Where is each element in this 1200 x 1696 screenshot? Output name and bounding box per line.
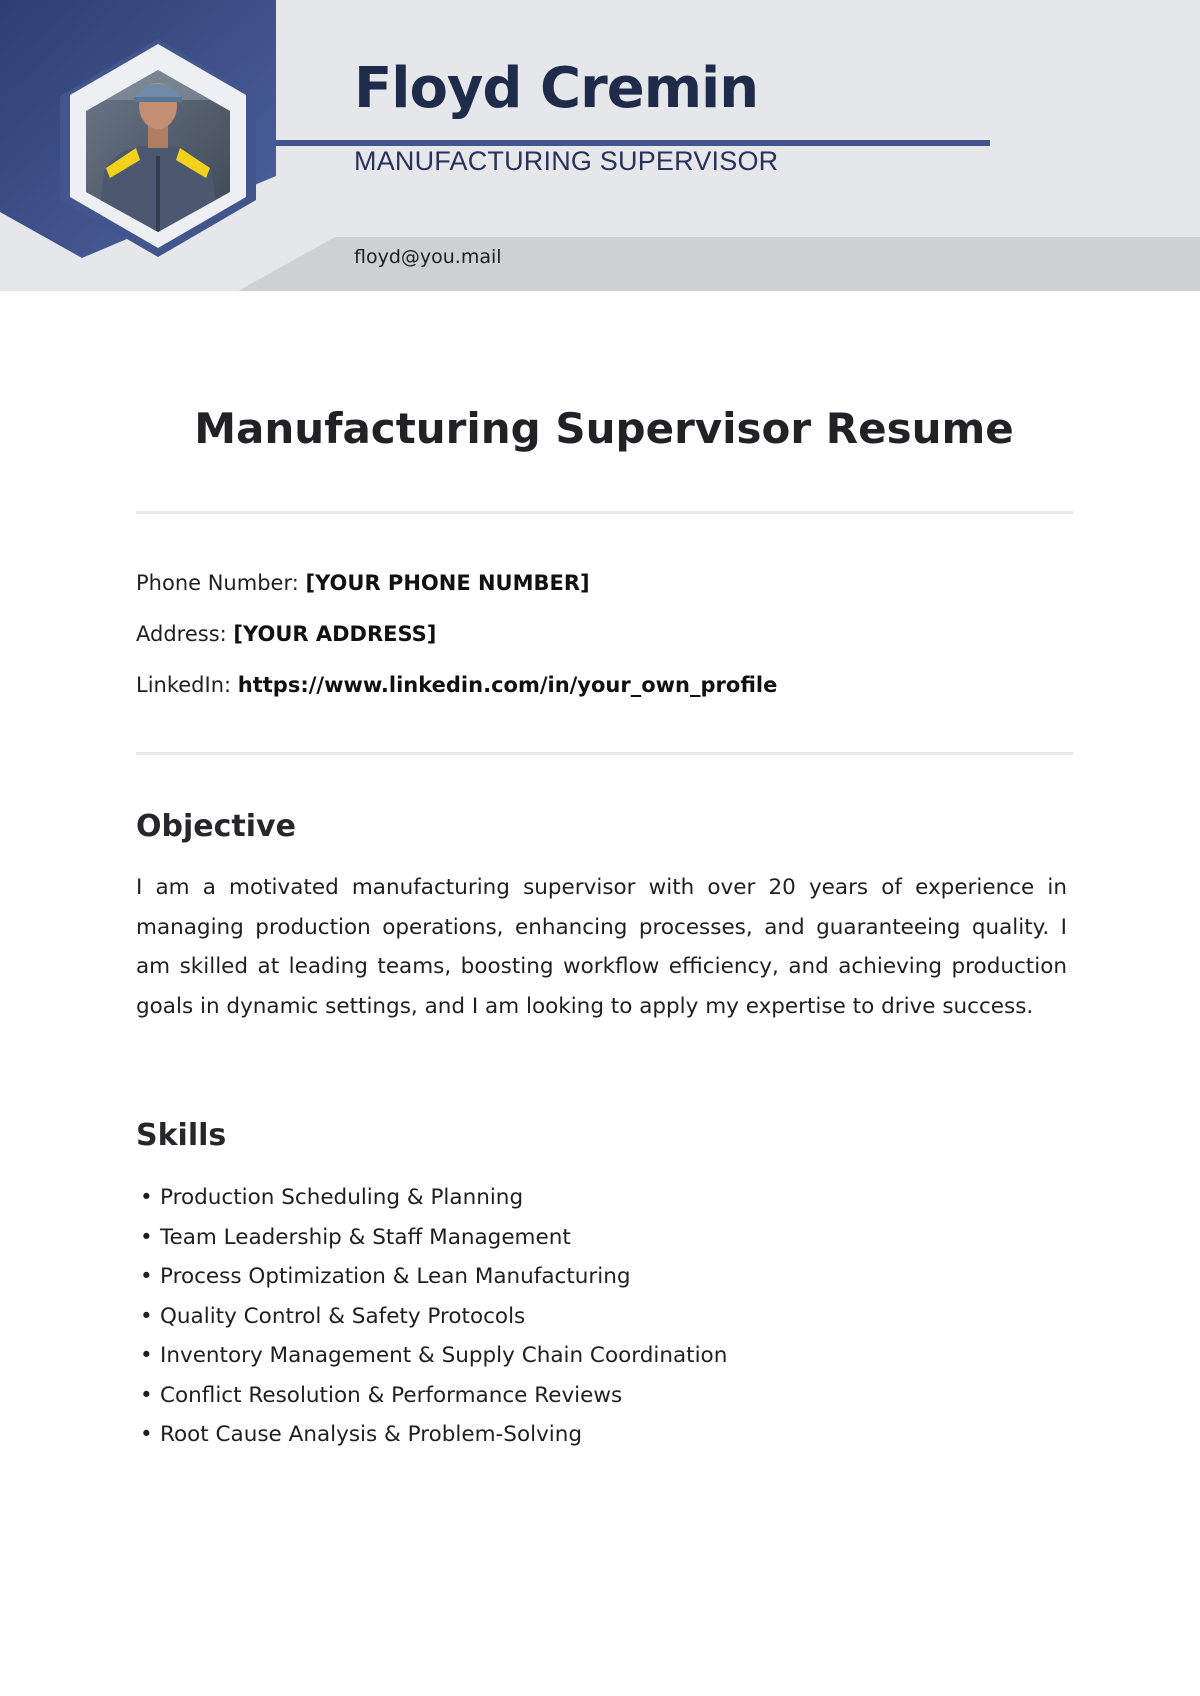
bullet-icon: •: [140, 1382, 153, 1408]
skill-item: • Quality Control & Safety Protocols: [140, 1297, 727, 1337]
objective-heading: Objective: [136, 809, 296, 844]
objective-text: I am a motivated manufacturing supervisor with over 20 years of experience in managing production operations, enhancing processes, and guaranteeing quality. I am skilled at leading teams, boosting workflow efficiency, and achieving production goals in dynamic settings, and I am looking to apply my expertise to drive success.: [136, 875, 1067, 1019]
address-label: Address:: [136, 622, 227, 646]
bullet-icon: •: [140, 1343, 153, 1368]
skill-item: • Production Scheduling & Planning: [140, 1178, 727, 1218]
document-title: Manufacturing Supervisor Resume: [194, 404, 1014, 453]
contact-linkedin: [136, 673, 777, 697]
contact-phone: [136, 571, 590, 595]
phone-label: Phone Number:: [136, 571, 299, 595]
skill-item: • Inventory Management & Supply Chain Coordination: [140, 1336, 727, 1376]
bullet-icon: •: [140, 1224, 153, 1250]
address-value: [YOUR ADDRESS]: [233, 622, 437, 646]
skill-item: • Root Cause Analysis & Problem-Solving: [140, 1415, 727, 1455]
phone-value: [YOUR PHONE NUMBER]: [305, 571, 590, 595]
skill-item: • Team Leadership & Staff Management: [140, 1218, 727, 1258]
skill-item: • Conflict Resolution & Performance Reviews: [140, 1376, 727, 1416]
skills-list: [140, 1178, 727, 1455]
linkedin-label: LinkedIn:: [136, 673, 232, 697]
resume-header: [0, 0, 1200, 291]
linkedin-link[interactable]: https://www.linkedin.com/in/your_own_profile: [237, 673, 778, 697]
contact-address: [136, 622, 436, 646]
bullet-icon: •: [140, 1422, 153, 1447]
skills-heading: Skills: [136, 1118, 227, 1153]
candidate-name: Floyd Cremin: [354, 56, 759, 121]
bullet-icon: •: [140, 1185, 153, 1210]
bullet-icon: •: [140, 1303, 153, 1329]
skill-item: • Process Optimization & Lean Manufacturing: [140, 1257, 727, 1297]
email-address[interactable]: floyd@you.mail: [354, 246, 502, 268]
job-title: MANUFACTURING SUPERVISOR: [354, 146, 779, 176]
divider-bottom: [136, 752, 1073, 755]
divider-top: [136, 511, 1073, 514]
bullet-icon: •: [140, 1264, 153, 1289]
